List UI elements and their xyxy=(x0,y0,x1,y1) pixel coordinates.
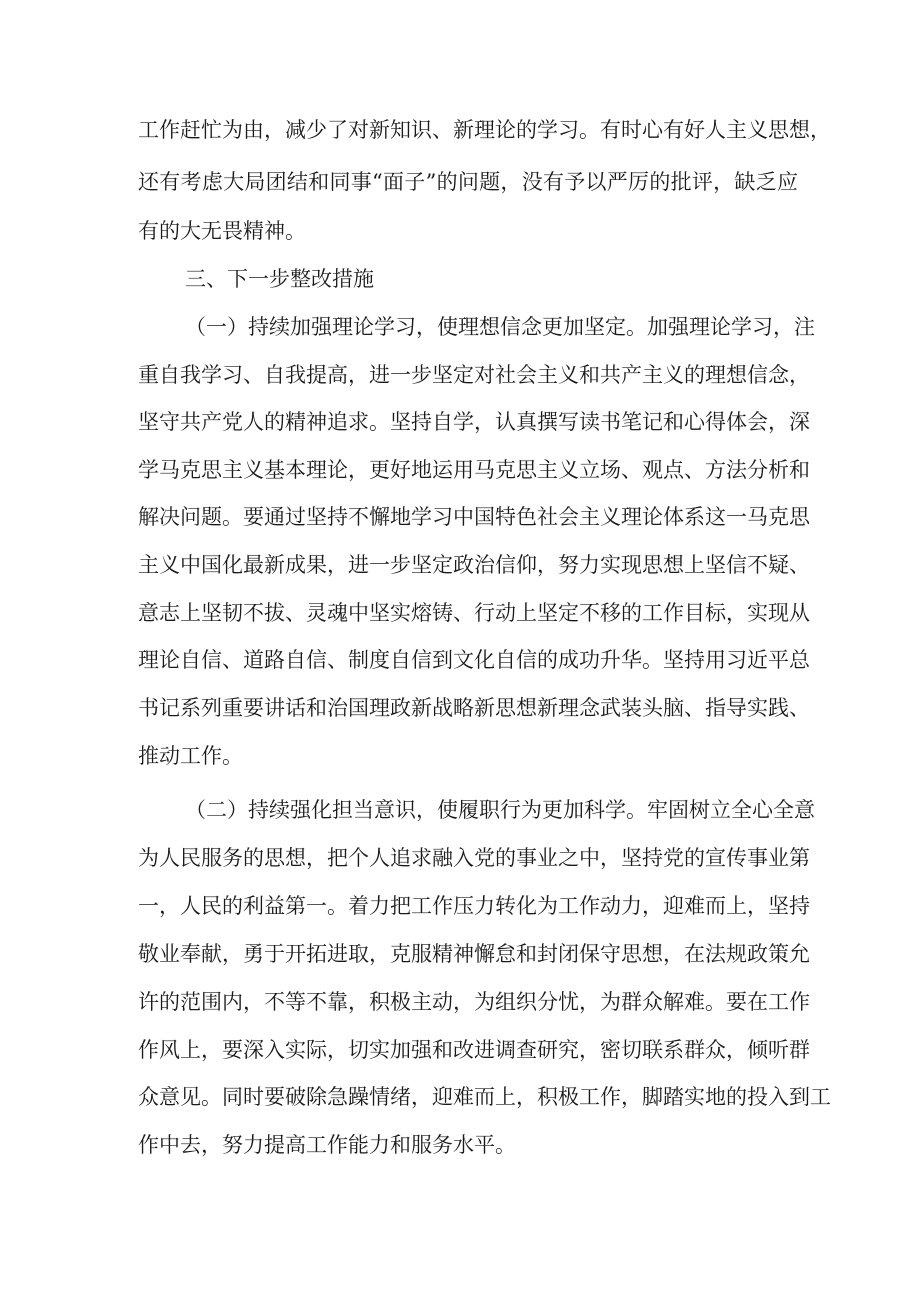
paragraph-line: 敬业奉献，勇于开拓进取，克服精神懈怠和封闭保守思想，在法规政策允 xyxy=(138,942,810,966)
paragraph-line: 众意见。同时要破除急躁情绪，迎难而上，积极工作，脚踏实地的投入到工 xyxy=(138,1085,831,1109)
paragraph-line: 作风上，要深入实际，切实加强和改进调查研究，密切联系群众，倾听群 xyxy=(138,1038,810,1062)
paragraph-line: 坚守共产党人的精神追求。坚持自学，认真撰写读书笔记和心得体会，深 xyxy=(138,410,810,434)
paragraph-line: 主义中国化最新成果，进一步坚定政治信仰，努力实现思想上坚信不疑、 xyxy=(138,553,810,577)
paragraph-line: 为人民服务的思想，把个人追求融入党的事业之中，坚持党的宣传事业第 xyxy=(138,846,810,870)
paragraph-line: 理论自信、道路自信、制度自信到文化自信的成功升华。坚持用习近平总 xyxy=(138,648,810,672)
paragraph-line: 还有考虑大局团结和同事“面子”的问题，没有予以严厉的批评，缺乏应 xyxy=(138,170,798,194)
paragraph-line: 书记系列重要讲话和治国理政新战略新思想新理念武装头脑、指导实践、 xyxy=(138,696,810,720)
paragraph-line: 工作赶忙为由，减少了对新知识、新理论的学习。有时心有好人主义思想， xyxy=(138,118,831,142)
paragraph-line: 学马克思主义基本理论，更好地运用马克思主义立场、观点、方法分析和 xyxy=(138,458,810,482)
paragraph-line: （一）持续加强理论学习，使理想信念更加坚定。加强理论学习，注 xyxy=(185,315,815,339)
paragraph-line: 重自我学习、自我提高，进一步坚定对社会主义和共产主义的理想信念， xyxy=(138,363,810,387)
paragraph-line: 意志上坚韧不拔、灵魂中坚实熔铸、行动上坚定不移的工作目标，实现从 xyxy=(138,601,810,625)
paragraph-line: 推动工作。 xyxy=(138,744,243,768)
section-heading: 三、下一步整改措施 xyxy=(185,267,374,291)
paragraph-line: 作中去，努力提高工作能力和服务水平。 xyxy=(138,1133,516,1157)
paragraph-line: 解决问题。要通过坚持不懈地学习中国特色社会主义理论体系这一马克思 xyxy=(138,505,810,529)
paragraph-line: 许的范围内，不等不靠，积极主动，为组织分忧，为群众解难。要在工作 xyxy=(138,990,810,1014)
paragraph-line: （二）持续强化担当意识，使履职行为更加科学。牢固树立全心全意 xyxy=(185,798,815,822)
paragraph-line: 有的大无畏精神。 xyxy=(138,219,306,243)
paragraph-line: 一，人民的利益第一。着力把工作压力转化为工作动力，迎难而上，坚持 xyxy=(138,894,810,918)
